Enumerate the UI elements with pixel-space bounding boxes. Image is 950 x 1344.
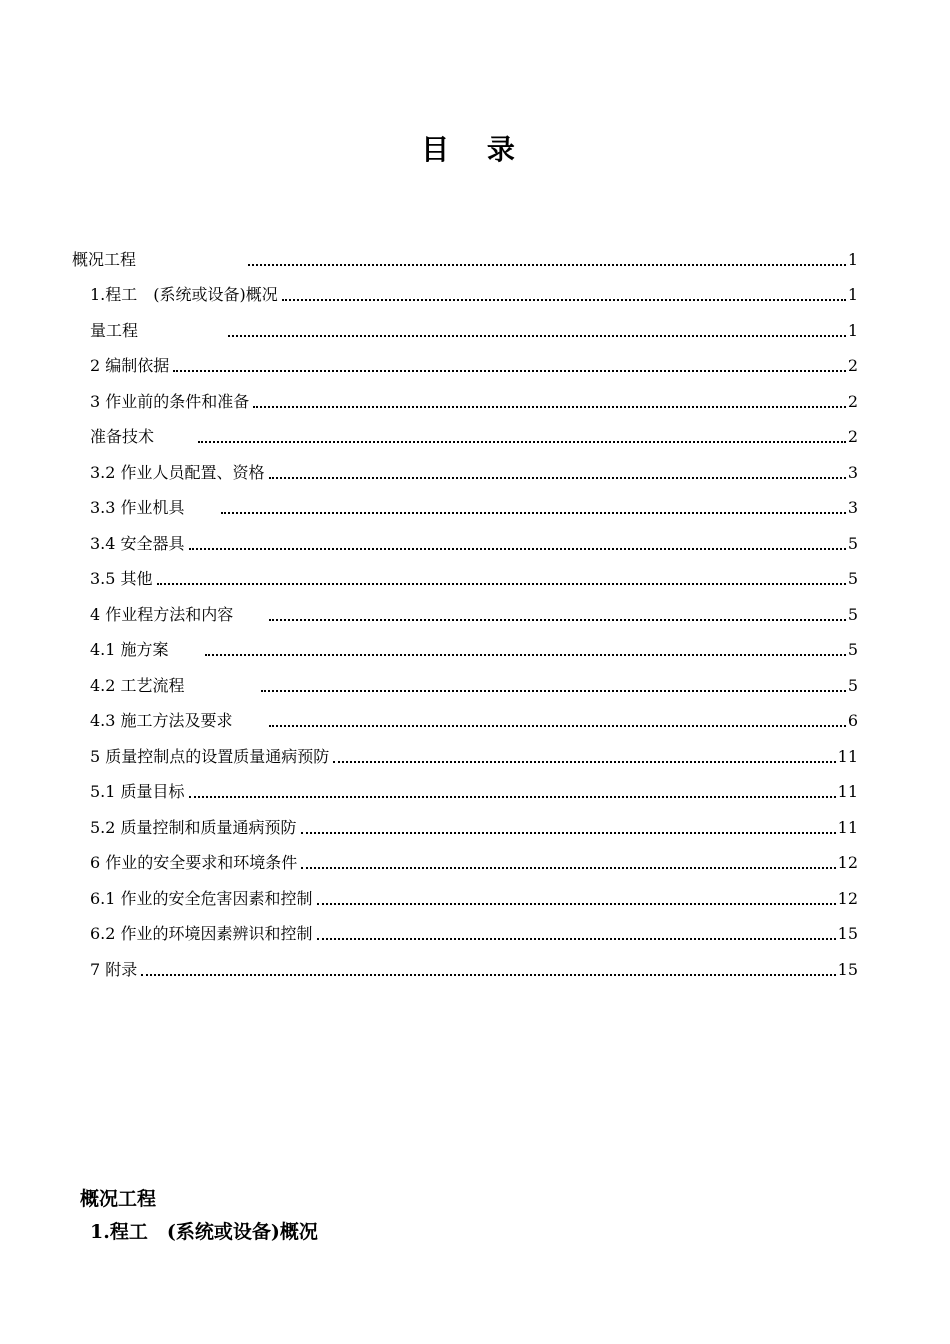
toc-entry-page: 11	[837, 782, 858, 801]
toc-entry-label: 量工程	[90, 321, 139, 340]
toc-entry-page: 12	[837, 853, 858, 872]
toc-entry[interactable]	[90, 603, 858, 627]
toc-entry-label: 5.2 质量控制和质量通病预防	[90, 818, 297, 837]
toc-entry-page: 11	[837, 747, 858, 766]
toc-entry[interactable]	[90, 922, 858, 946]
toc-leader	[269, 619, 846, 621]
toc-entry-page: 1	[847, 285, 858, 304]
toc-entry-label: 3.3 作业机具	[90, 498, 185, 517]
toc-leader	[228, 335, 846, 337]
toc-entry-label: 7 附录	[90, 960, 138, 979]
toc-entry[interactable]	[90, 567, 858, 591]
toc-entry[interactable]	[90, 816, 858, 840]
toc-entry[interactable]	[72, 248, 858, 272]
toc-leader	[248, 264, 846, 266]
toc-leader	[317, 903, 836, 905]
toc-leader	[261, 690, 846, 692]
toc-entry-page: 5	[847, 605, 858, 624]
toc-entry-page: 15	[837, 924, 858, 943]
toc-entry-label: 3.4 安全器具	[90, 534, 185, 553]
toc-leader	[301, 867, 835, 869]
toc-entry-page: 5	[847, 534, 858, 553]
toc-leader	[141, 974, 835, 976]
toc-entry-label: 4.3 施工方法及要求	[90, 711, 233, 730]
toc-leader	[189, 548, 846, 550]
toc-leader	[269, 477, 846, 479]
subsection-heading: 1.程工 (系统或设备)概况	[90, 1221, 318, 1243]
toc-entry-label: 3.5 其他	[90, 569, 153, 588]
page-title: 目 录	[421, 133, 529, 166]
toc-entry-page: 2	[847, 356, 858, 375]
toc-entry-label: 4.1 施方案	[90, 640, 169, 659]
toc-leader	[301, 832, 836, 834]
toc-entry-page: 5	[847, 569, 858, 588]
toc-entry-label: 5 质量控制点的设置质量通病预防	[90, 747, 330, 766]
toc-entry-page: 1	[847, 250, 858, 269]
toc-entry-label: 4 作业程方法和内容	[90, 605, 234, 624]
toc-entry[interactable]	[90, 851, 858, 875]
toc-entry[interactable]	[90, 319, 858, 343]
toc-entry-label: 5.1 质量目标	[90, 782, 185, 801]
toc-entry[interactable]	[90, 425, 858, 449]
toc-entry-label: 2 编制依据	[90, 356, 170, 375]
toc-entry[interactable]	[90, 887, 858, 911]
toc-entry[interactable]	[90, 461, 858, 485]
toc-entry[interactable]	[90, 780, 858, 804]
toc-leader	[157, 583, 846, 585]
toc-entry[interactable]	[90, 532, 858, 556]
toc-entry[interactable]	[90, 638, 858, 662]
toc-entry-page: 2	[847, 392, 858, 411]
toc-entry[interactable]	[90, 354, 858, 378]
toc-entry-label: 4.2 工艺流程	[90, 676, 185, 695]
toc-entry-label: 1.程工 (系统或设备)概况	[90, 285, 278, 304]
toc-entry-label: 3 作业前的条件和准备	[90, 392, 250, 411]
toc-leader	[333, 761, 835, 763]
toc-entry-page: 11	[837, 818, 858, 837]
toc-entry-label: 6 作业的安全要求和环境条件	[90, 853, 298, 872]
toc-entry-page: 5	[847, 640, 858, 659]
toc-entry-page: 2	[847, 427, 858, 446]
toc-entry[interactable]	[90, 496, 858, 520]
toc-entry[interactable]	[90, 283, 858, 307]
toc-entry[interactable]	[90, 958, 858, 982]
toc-leader	[189, 796, 836, 798]
toc-entry-label: 6.1 作业的安全危害因素和控制	[90, 889, 313, 908]
toc-entry-label: 3.2 作业人员配置、资格	[90, 463, 265, 482]
toc-leader	[205, 654, 846, 656]
toc-entry-label: 准备技术	[90, 427, 155, 446]
toc-entry-label: 6.2 作业的环境因素辨识和控制	[90, 924, 313, 943]
toc-entry-page: 12	[837, 889, 858, 908]
toc-leader	[173, 370, 846, 372]
toc-leader	[198, 441, 846, 443]
toc-entry-page: 6	[847, 711, 858, 730]
toc-entry-page: 3	[847, 498, 858, 517]
toc-leader	[317, 938, 836, 940]
toc-entry-page: 1	[847, 321, 858, 340]
toc-entry[interactable]	[90, 709, 858, 733]
toc-leader	[269, 725, 846, 727]
toc-entry[interactable]	[90, 674, 858, 698]
section-heading: 概况工程	[80, 1188, 157, 1210]
toc-leader	[282, 299, 846, 301]
toc-leader	[221, 512, 846, 514]
toc-entry-page: 5	[847, 676, 858, 695]
toc-entry[interactable]	[90, 745, 858, 769]
toc-entry-page: 15	[837, 960, 858, 979]
toc-entry-page: 3	[847, 463, 858, 482]
toc-entry[interactable]	[90, 390, 858, 414]
toc-entry-label: 概况工程	[72, 250, 137, 269]
toc-leader	[253, 406, 846, 408]
